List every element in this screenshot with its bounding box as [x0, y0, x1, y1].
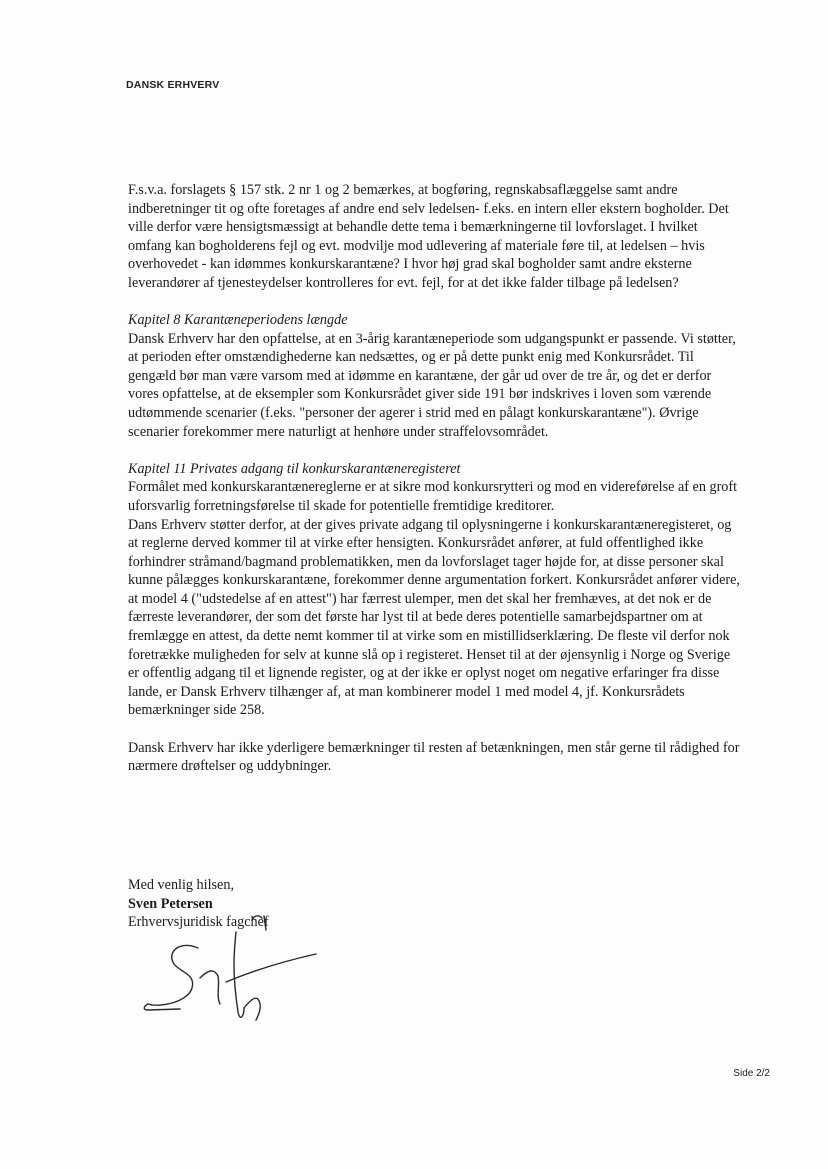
signatory-name: Sven Petersen — [128, 895, 213, 912]
signatory-title: Erhvervsjuridisk fagchef — [128, 914, 269, 931]
letterhead-organization: DANSK ERHVERV — [126, 79, 220, 91]
paragraph-purpose: Formålet med konkurskarantænereglerne er at sikre mod konkursrytteri og mod en videreførelse af en groft uforsvarlig forretningsførelse til skade for potentielle fremtidige kreditorer. — [128, 479, 738, 514]
paragraph-quarantine-period: Dansk Erhverv har den opfattelse, at en 3-årig karantæneperiode som udgangspunkt er passende. Vi støtter, at perioden efter omstændighederne kan nedsættes, og er på dette punkt enig med Konkursrådet. Til gengæld bør man være varsom med at idømme en karantæne, der går ud over de tre år, og det er derfor vores opfattelse, at de eksempler som Konkursrådet giver side 191 bør indskrives i loven som værende udtømmende scenarier (f.eks. "personer der agerer i strid med en pålagt konkurskarantæne"). Øvrige scenarier forekommer mere naturligt at henhøre under straffelovsområdet. — [128, 330, 736, 440]
paragraph-private-access: Dans Erhverv støtter derfor, at der gives private adgang til oplysningerne i konkurskarantæneregisteret, og at reglerne derved kommer til at virke efter hensigten. Konkursrådet anfører, at fuld offentlighed ikke forhindrer stråmand/bagmand problematikken, men da lovforslaget tager højde for, at disse personer skal kunne pålægges konkurskarantæne, forekommer denne argumentation forkert. Konkursrådet anfører videre, at model 4 ("udstedelse af en attest") har færrest ulemper, men det skal her fremhæves, at det nok er de færreste leverandører, der som det første har lyst til at bede deres potentielle samarbejdspartner om at fremlægge en attest, da dette nemt kommer til at virke som en mistillidserklæring. De fleste vil derfor nok foretrække muligheden for selv at kunne slå op i registeret. Henset til at der øjensynlig i Norge og Sverige er offentlig adgang til et lignende register, og at der ikke er oplyst noget om negative erfaringer fra disse lande, er Dansk Erhverv tilhænger af, at man kombinerer model 1 med model 4, jf. Konkursrådets bemærkninger side 258. — [128, 516, 740, 719]
closing-greeting: Med venlig hilsen, — [128, 877, 234, 893]
heading-chapter-11: Kapitel 11 Privates adgang til konkurskarantæneregisteret — [128, 460, 461, 477]
heading-chapter-8: Kapitel 8 Karantæneperiodens længde — [128, 312, 348, 329]
paragraph-bookkeeping: F.s.v.a. forslagets § 157 stk. 2 nr 1 og 2 bemærkes, at bogføring, regnskabsaflæggelse samt andre indberetninger tit og ofte foretages af andre end selv ledelsen- f.eks. en intern eller ekstern bogholder. Det ville derfor være hensigtsmæssigt at behandle dette tema i bemærkningerne til lovforslaget. I hvilket omfang kan bogholderens fejl og evt. modvilje mod udlevering af materiale føre til, at ledelsen – hvis overhovedet - kan idømmes konkurskarantæne? I hvor høj grad skal bogholder samt andre eksterne leverandører af tjenesteydelser kontrolleres for evt. fejl, for at det ikke falder tilbage på ledelsen? — [128, 182, 729, 291]
paragraph-conclusion: Dansk Erhverv har ikke yderligere bemærkninger til resten af betænkningen, men står gerne til rådighed for nærmere drøftelser og uddybninger. — [128, 739, 740, 775]
handwritten-signature — [140, 912, 320, 1032]
letter-body — [128, 181, 740, 776]
page-number: Side 2/2 — [733, 1068, 770, 1079]
